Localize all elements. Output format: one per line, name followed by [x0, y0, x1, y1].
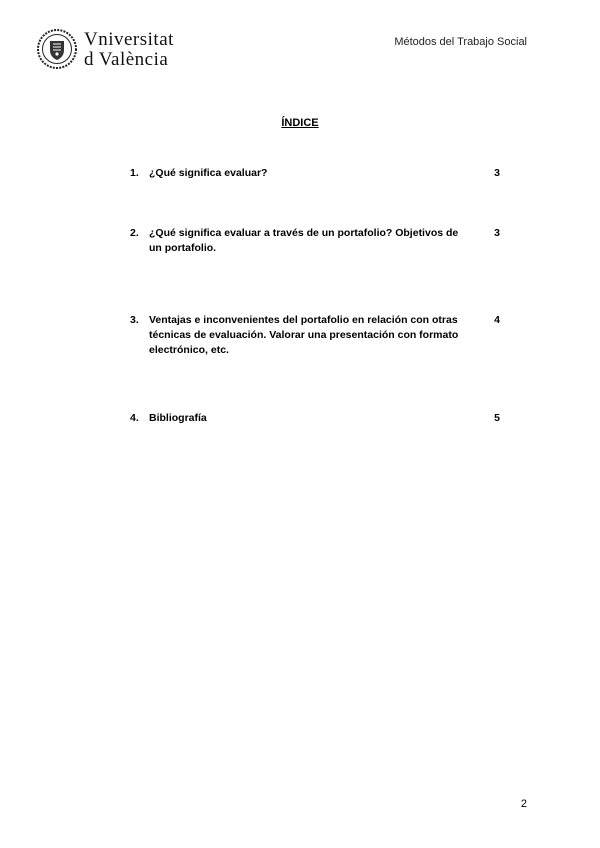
toc-entry-page: 3 — [494, 167, 500, 179]
course-title: Métodos del Trabajo Social — [394, 36, 527, 48]
toc-entry-title: ¿Qué significa evaluar a través de un portafolio? Objetivos de un portafolio. — [149, 227, 459, 254]
toc-entry-number: 3. — [130, 314, 139, 326]
toc-entry-title: Ventajas e inconvenientes del portafolio en relación con otras técnicas de evaluación. Valorar una presentación con formato electrónico, etc. — [149, 314, 459, 356]
university-name — [84, 30, 174, 69]
logo-line-2: d València — [84, 49, 169, 70]
toc-entry-page: 4 — [494, 314, 500, 326]
toc-entry-page: 5 — [494, 412, 500, 424]
toc-entry-number: 4. — [130, 412, 139, 424]
page-number: 2 — [520, 798, 527, 810]
university-logo — [36, 28, 201, 72]
university-seal-icon — [36, 28, 78, 70]
toc-entry-page: 3 — [494, 227, 500, 239]
toc-entry-number: 2. — [130, 227, 139, 239]
toc-entry-title: Bibliografía — [149, 412, 207, 424]
toc-entry-number: 1. — [130, 167, 139, 179]
toc-entry-title: ¿Qué significa evaluar? — [149, 167, 268, 179]
index-title: ÍNDICE — [281, 117, 319, 129]
logo-line-1: Vniversitat — [84, 29, 174, 50]
